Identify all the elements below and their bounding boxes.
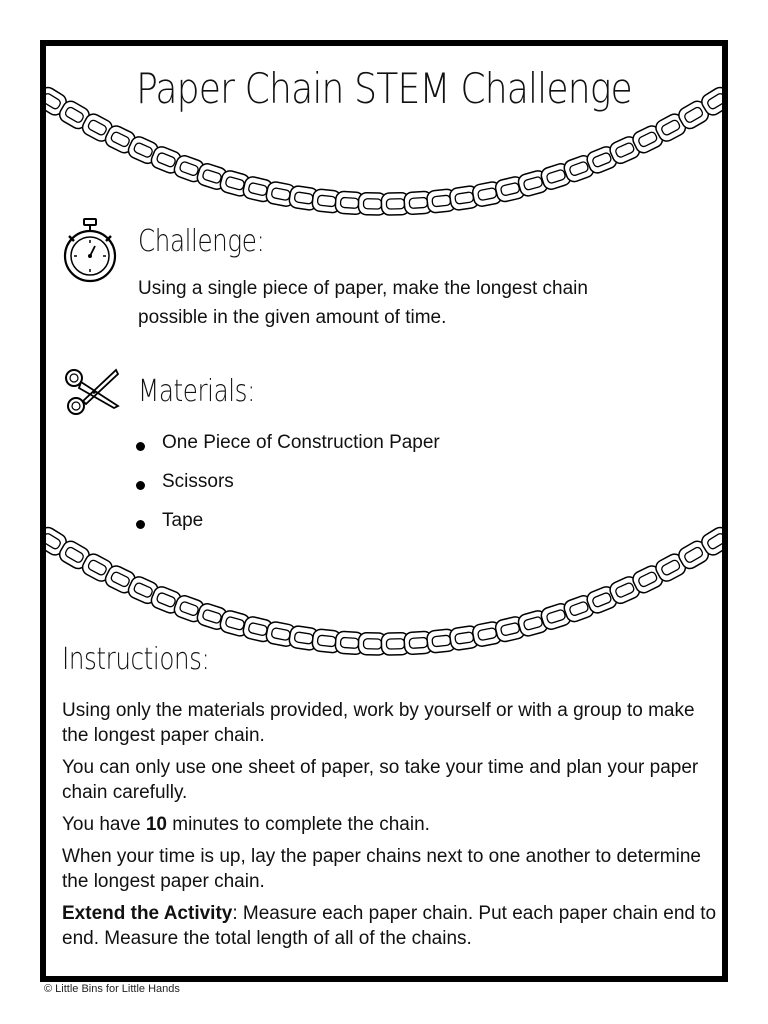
stopwatch-icon: [62, 216, 118, 286]
scissors-icon: [64, 364, 122, 420]
bullet-icon: [136, 481, 145, 490]
list-item: Tape: [118, 506, 440, 545]
instructions-paragraph: You have 10 minutes to complete the chain.: [62, 814, 430, 835]
page-title: Paper Chain STEM Challenge: [136, 64, 632, 113]
instructions-paragraph: When your time is up, lay the paper chains next to one another to determine the longest paper chain.: [62, 846, 701, 892]
challenge-text-line1: Using a single piece of paper, make the longest chain: [138, 278, 588, 299]
instructions-heading: Instructions:: [62, 642, 210, 677]
list-item: Scissors: [118, 467, 440, 506]
bullet-icon: [136, 442, 145, 451]
challenge-text: [138, 274, 588, 332]
list-item: One Piece of Construction Paper: [118, 428, 440, 467]
instructions-body: [62, 698, 722, 958]
materials-heading: Materials:: [138, 374, 255, 409]
instructions-paragraph: Using only the materials provided, work by yourself or with a group to make the longest paper chain.: [62, 700, 695, 746]
instructions-paragraph: You can only use one sheet of paper, so take your time and plan your paper chain carefully.: [62, 757, 699, 803]
challenge-text-line2: possible in the given amount of time.: [138, 307, 447, 328]
time-limit-value: 10: [145, 814, 167, 835]
extend-activity-label: Extend the Activity: [62, 903, 233, 924]
copyright-footer: © Little Bins for Little Hands: [44, 983, 180, 995]
instructions-paragraph: Extend the Activity: Measure each paper chain. Put each paper chain end to end. Measure the total length of all of the chains.: [62, 903, 717, 949]
challenge-heading: Challenge:: [138, 224, 265, 259]
worksheet-frame: [40, 40, 728, 982]
